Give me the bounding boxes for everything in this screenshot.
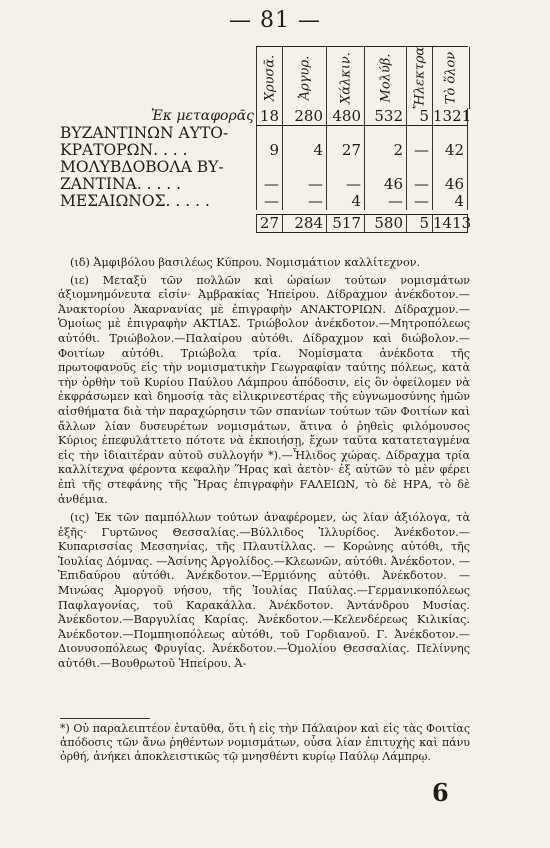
total-cell: 5 [406, 215, 432, 232]
table-cell: 9 [256, 142, 282, 159]
table-cell: 4 [432, 193, 468, 210]
table-cell [282, 125, 326, 142]
table-cell: — [256, 193, 282, 210]
total-cell: 284 [282, 215, 326, 232]
table-cell: 46 [432, 176, 468, 193]
table-cell: — [282, 193, 326, 210]
table-rule [256, 232, 468, 233]
table-row [60, 176, 468, 193]
column-header-label: Χρυσᾶ. [262, 54, 278, 102]
table-cell: — [282, 176, 326, 193]
table-cell: 280 [282, 108, 326, 125]
signature-mark: 6 [432, 778, 449, 807]
page-number: — 81 — [229, 8, 321, 33]
table-cell: 4 [326, 193, 364, 210]
table-cell: — [406, 176, 432, 193]
table-row [60, 107, 472, 125]
total-cell: 517 [326, 215, 364, 232]
table-cell [282, 159, 326, 176]
table-cell: 46 [364, 176, 406, 193]
row-label: ΜΕΣΑΙΩΝΟΣ. . . . . [60, 193, 210, 210]
column-header-label: Ἀργυρ. [297, 55, 313, 101]
table-cell: 1321 [433, 107, 472, 125]
paragraph-id: (ιδ) Ἀμφιβόλου βασιλέως Κύπρου. Νομισμάτιον καλλίτεχνον. [70, 256, 421, 269]
table-cell [326, 125, 364, 142]
table-cell [406, 125, 432, 142]
table-row [60, 159, 468, 176]
column-header [256, 47, 283, 109]
table-row [60, 125, 468, 142]
footnote-divider [60, 718, 150, 719]
table-cell: 4 [282, 142, 326, 159]
table-cell [256, 159, 282, 176]
footnote: *) Οὐ παραλειπτέον ἐνταῦθα, ὅτι ἡ εἰς τὴν Πάλαιρον καὶ εἰς τὰς Φοιτίας ἀπόδοσις τῶν ἄνω ῥηθέντων νομισμάτων, οὖσα λίαν ἐπιτυχὴς καὶ πάνυ ὀρθή, ἀνήκει ἀποκλειστικῶς τῷ μνησθέντι κυρίῳ Παύλῳ Λάμπρῳ. [60, 722, 470, 763]
column-header [364, 47, 407, 109]
table-cell: 2 [364, 142, 406, 159]
total-cell: 1413 [433, 214, 472, 232]
row-label: ΚΡΑΤΟΡΩΝ. . . . [60, 142, 188, 159]
table-cell: 18 [256, 108, 282, 125]
table-cell: 42 [432, 142, 468, 159]
column-header-label: Ἤλεκτρα [412, 46, 428, 110]
table-cell [256, 125, 282, 142]
table-cell [364, 125, 406, 142]
totals-row [60, 214, 472, 232]
table-cell: 5 [406, 108, 432, 125]
column-header [282, 47, 327, 109]
total-cell: 27 [256, 215, 282, 232]
column-header [432, 47, 470, 109]
row-label: ΖΑΝΤΙΝΑ. . . . . [60, 176, 182, 193]
table-cell: 480 [326, 108, 364, 125]
table-rule [256, 125, 468, 126]
table-row [60, 142, 468, 159]
column-header-label: Μολύβ. [378, 53, 394, 103]
table-cell [406, 159, 432, 176]
table-cell [364, 159, 406, 176]
table-column-headers [256, 46, 468, 109]
body-text [58, 256, 470, 672]
table-cell [326, 159, 364, 176]
table-cell: 27 [326, 142, 364, 159]
paragraph-ie: (ιε) Μεταξὺ τῶν πολλῶν καὶ ὡραίων τούτων νομισμάτων ἀξιομνημόνευτα εἰσίν· Ἀμβρακίας Ἠπείρου. Δίδραχμον ἀνέκδοτον.—Ἀνακτορίου Ἀκαρνανίας μὲ ἐπιγραφὴν ΑΝΑΚΤΟΡΙΩΝ. Δίδραχμον.—Ὁμοίως μὲ ἐπιγραφὴν ΑΚΤΙΑΣ. Τριώβολον ἀνέκδοτον.—Μητροπόλεως αὐτόθι. Τριώβολον.—Παλαίρου αὐτόθι. Δίδραχμον καὶ διώβολον.—Φοιτίων αὐτόθι. Τριώβολα τρία. Νομίσματα ἀνέκδοτα τῆς πρωτοφανοῦς εἰς τὴν νομισματικὴν Γεωγραφίαν ταύτης πόλεως, κατὰ τὴν ὀρθὴν τοῦ Κυρίου Παύλου Λάμπρου ἀπόδοσιν, εἰς ὃν ὀφείλομεν νὰ ἐκφράσωμεν καὶ δημοσίᾳ τὰς εἰλικρινεστέρας τῆς εὐγνωμοσύνης ἡμῶν αἰσθήματα διὰ τὴν παραχώρησιν τῶν σπανίων τούτων τῶν Φοιτίων καὶ ἄλλων λίαν δυσευρέτων νομισμάτων, ἅτινα ὁ ῥηθεὶς φιλόμουσος Κύριος ἐπεφυλάττετο πότοτε νὰ ἐκποιήσῃ, ἔχων ταῦτα κατατεταγμένα εἰς τὴν ἰδιαιτέραν αὐτοῦ συλλογήν *).—Ἦλιδος χώρας. Δίδραχμα τρία καλλίτεχνα φέροντα κεφαλὴν Ἥρας καὶ ἀετὸν· ἐξ αὐτῶν τὸ μὲν φέρει ἐπὶ τῆς στεφάνης τῆς Ἥρας ἐπιγραφὴν FΑΛΕΙΩΝ, τὸ δὲ ΗΡΑ, τὸ δὲ ἀνθέμια. [58, 273, 470, 506]
column-header [326, 47, 365, 109]
table-cell [432, 125, 468, 142]
table-cell [432, 159, 468, 176]
row-label: ΜΟΛΥΒΔΟΒΟΛΑ ΒΥ- [60, 159, 224, 176]
table-cell: — [326, 176, 364, 193]
row-label: ΒΥΖΑΝΤΙΝΩΝ ΑΥΤΟ- [60, 125, 229, 142]
column-header-label: Τὸ ὅλον [443, 51, 459, 105]
column-header [406, 47, 433, 109]
table-cell: — [256, 176, 282, 193]
total-cell: 580 [364, 215, 406, 232]
table-cell: 532 [364, 108, 406, 125]
row-label: Ἐκ μεταφορᾶς [150, 108, 254, 124]
paragraph-is: (ις) Ἐκ τῶν παμπόλλων τούτων ἀναφέρομεν, ὡς λίαν ἀξιόλογα, τὰ ἑξῆς· Γυρτῶνος Θεσσαλίας.—Βύλλιδος Ἰλλυρίδος. Ἀνέκδοτον.—Κυπαρισσίας Μεσσηνίας, τῆς Πλαυτίλλας. — Κορώνης αὐτόθι, τῆς Ἰουλίας Δόμνας. —Ἀσίνης Ἀργολίδος.—Κλεωνῶν, αὐτόθι. Ἀνέκδοτον. — Ἐπιδαύρου αὐτόθι. Ἀνέκδοτον.—Ἑρμιόνης αὐτόθι. Ἀνέκδοτον. — Μινώας Ἀμοργοῦ νήσου, τῆς Ἰουλίας Παύλας.—Γερμανικοπόλεως Παφλαγονίας, τοῦ Καρακάλλα. Ἀνέκδοτον. Ἀντάνδρου Μυσίας. Ἀνέκδοτον.—Βαργυλίας Καρίας. Ἀνέκδοτον.—Κελενδέρεως Κιλικίας. Ἀνέκδοτον.—Πομπηιοπόλεως αὐτόθι, τοῦ Γορδιανοῦ. Γ. Ἀνέκδοτον.—Διονυσοπόλεως Φρυγίας. Ἀνέκδοτον.—Ὁμολίου Θεσσαλίας. Πελίννης αὐτόθι.—Βουθρωτοῦ Ἠπείρου. Ἀ- [58, 511, 470, 671]
table-row [60, 193, 468, 210]
table-cell: — [364, 193, 406, 210]
table-cell: — [406, 193, 432, 210]
column-header-label: Χάλκιν. [338, 52, 354, 104]
table-cell: — [406, 142, 432, 159]
